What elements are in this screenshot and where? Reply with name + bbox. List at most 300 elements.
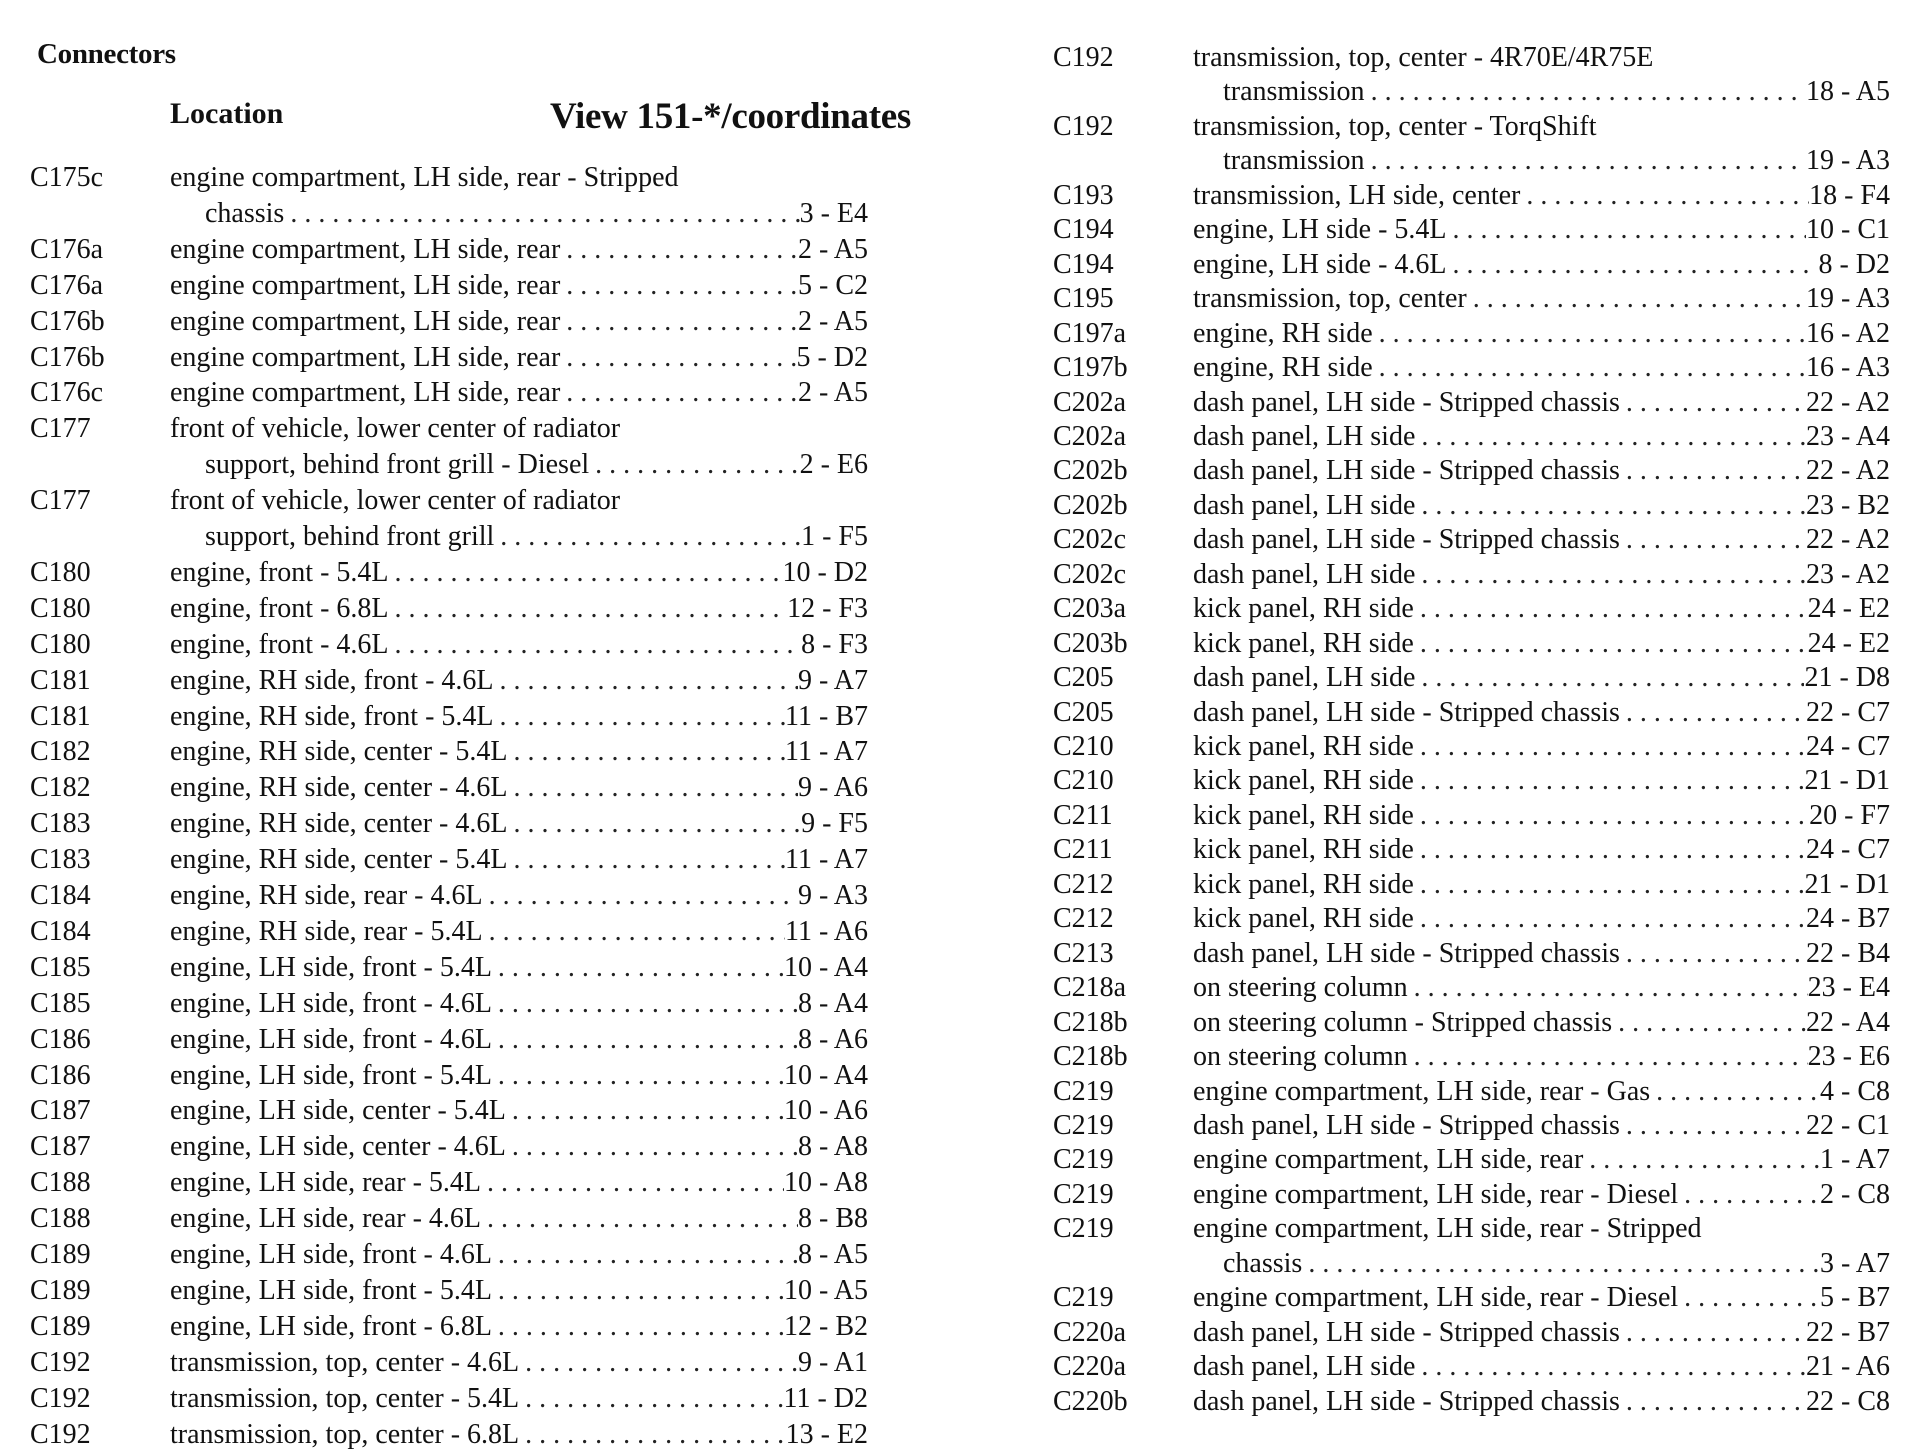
location-text: transmission, top, center - 4R70E/4R75E	[1193, 42, 1654, 73]
connector-entry	[1030, 1315, 1900, 1349]
connector-entry	[0, 1237, 960, 1273]
connector-id: C180	[30, 628, 91, 660]
connector-entry	[1030, 557, 1900, 591]
location-text: kick panel, RH side	[1193, 627, 1414, 659]
dot-leader	[389, 627, 802, 663]
dot-leader	[1365, 74, 1806, 110]
dot-leader	[492, 1058, 784, 1094]
connector-id: C192	[30, 1346, 91, 1378]
connector-id: C177	[30, 413, 91, 445]
connector-id: C185	[30, 987, 91, 1019]
connector-id: C194	[1053, 214, 1114, 246]
connector-id: C212	[1053, 868, 1114, 900]
dot-leader	[1302, 1246, 1820, 1282]
connector-entry	[1030, 763, 1900, 797]
dot-leader	[1620, 1384, 1806, 1420]
connector-id: C192	[30, 1382, 91, 1414]
location-text: engine, LH side, center - 5.4L	[170, 1095, 506, 1127]
dot-leader	[1467, 281, 1806, 317]
location-text: engine, RH side, rear - 4.6L	[170, 880, 483, 911]
connector-entry	[0, 699, 960, 735]
dot-leader	[1447, 247, 1819, 283]
dot-leader	[1650, 1074, 1820, 1110]
connector-id: C220a	[1053, 1351, 1127, 1383]
connector-id: C187	[30, 1131, 91, 1163]
connector-id: C184	[30, 880, 91, 911]
dot-leader	[560, 268, 798, 304]
location-text: dash panel, LH side - Stripped chassis	[1193, 455, 1620, 487]
view-coordinate: 22 - A2	[1806, 524, 1890, 556]
location-text: engine compartment, LH side, rear - Diesel	[1193, 1178, 1679, 1210]
connector-entry	[1030, 109, 1900, 178]
view-coordinate: 22 - A2	[1806, 386, 1890, 418]
connector-entry	[1030, 212, 1900, 246]
location-text: dash panel, LH side - Stripped chassis	[1193, 524, 1620, 556]
connector-entry	[1030, 1005, 1900, 1039]
dot-leader	[560, 232, 798, 268]
connector-id: C203b	[1053, 627, 1128, 659]
view-coordinate: 9 - A1	[798, 1346, 868, 1378]
connector-id: C219	[1053, 1109, 1114, 1141]
dot-leader	[506, 1129, 798, 1165]
location-text: transmission, top, center - 4.6L	[170, 1346, 520, 1378]
view-coordinate: 2 - A5	[798, 377, 868, 409]
location-text: engine, RH side, center - 5.4L	[170, 844, 508, 876]
view-coordinate: 19 - A3	[1806, 283, 1890, 315]
dot-leader	[507, 806, 801, 842]
view-coordinate: 24 - C7	[1806, 731, 1890, 762]
location-text: transmission, top, center - 6.8L	[170, 1418, 520, 1450]
connector-id: C202c	[1053, 558, 1127, 590]
dot-leader	[1414, 763, 1805, 799]
connector-id: C188	[30, 1167, 91, 1199]
connector-entry	[0, 878, 960, 914]
connector-entry	[1030, 798, 1900, 832]
location-text: engine compartment, LH side, rear	[1193, 1144, 1584, 1176]
location-text: engine, LH side, rear - 4.6L	[170, 1203, 481, 1235]
dot-leader	[1415, 419, 1806, 455]
view-coordinate: 23 - B2	[1806, 489, 1890, 521]
connector-id: C181	[30, 664, 91, 696]
location-text: dash panel, LH side - Stripped chassis	[1193, 1109, 1620, 1141]
location-text: dash panel, LH side - Stripped chassis	[1193, 386, 1620, 418]
view-coordinate: 16 - A3	[1806, 352, 1890, 384]
connector-entry	[0, 1165, 960, 1201]
dot-leader	[492, 1022, 798, 1058]
connector-id: C205	[1053, 696, 1114, 728]
location-text: engine, LH side, rear - 5.4L	[170, 1167, 481, 1199]
location-text: dash panel, LH side - Stripped chassis	[1193, 1316, 1620, 1348]
connector-id: C219	[1053, 1282, 1114, 1314]
connector-id: C188	[30, 1203, 91, 1235]
dot-leader	[1678, 1280, 1820, 1316]
dot-leader	[1678, 1177, 1820, 1213]
view-coordinate: 24 - B7	[1806, 903, 1890, 935]
dot-leader	[1415, 488, 1806, 524]
connector-entry	[1030, 350, 1900, 384]
location-text: engine, LH side, center - 4.6L	[170, 1131, 506, 1163]
view-coordinate: 18 - F4	[1809, 179, 1890, 211]
view-coordinate: 8 - D2	[1818, 248, 1890, 280]
dot-leader	[519, 1345, 798, 1381]
connector-id: C189	[30, 1239, 91, 1270]
location-text: engine, LH side, front - 4.6L	[170, 987, 492, 1019]
dot-leader	[481, 1165, 784, 1201]
connector-entry	[0, 1022, 960, 1058]
connector-entry	[0, 1381, 960, 1417]
view-coordinate: 10 - A6	[784, 1095, 868, 1127]
connector-id: C186	[30, 1059, 91, 1091]
connector-id: C180	[30, 556, 91, 588]
connector-entry	[1030, 832, 1900, 866]
view-coordinate: 8 - A6	[798, 1023, 868, 1055]
connector-entry	[0, 1129, 960, 1165]
connector-entry	[0, 1058, 960, 1094]
view-coordinate: 9 - A6	[798, 772, 868, 804]
view-coordinate: 2 - A5	[798, 233, 868, 265]
dot-leader	[519, 1381, 783, 1417]
dot-leader	[1620, 1108, 1806, 1144]
location-text: transmission, top, center - TorqShift	[1193, 110, 1597, 142]
connector-entry	[1030, 453, 1900, 487]
connector-id: C195	[1053, 283, 1114, 315]
view-coordinate: 23 - E4	[1807, 972, 1890, 1004]
dot-leader	[492, 1273, 784, 1309]
connector-id: C176b	[30, 305, 105, 337]
view-coordinate: 23 - A4	[1806, 420, 1890, 452]
connector-entry	[0, 411, 960, 483]
view-coordinate: 21 - A6	[1806, 1351, 1890, 1383]
dot-leader	[494, 663, 799, 699]
dot-leader	[1620, 453, 1806, 489]
location-text: engine, front - 4.6L	[170, 628, 389, 660]
dot-leader	[1408, 970, 1808, 1006]
view-coordinate: 13 - E2	[785, 1418, 868, 1450]
connector-id: C203a	[1053, 593, 1127, 625]
connector-id: C202a	[1053, 386, 1127, 418]
location-text: engine compartment, LH side, rear	[170, 233, 561, 265]
dot-leader	[492, 1237, 798, 1273]
dot-leader	[1415, 660, 1804, 696]
dot-leader	[1373, 350, 1806, 386]
view-coordinate: 24 - E2	[1807, 593, 1890, 625]
location-text: engine, LH side - 5.4L	[1193, 214, 1447, 246]
connector-id: C218a	[1053, 972, 1127, 1004]
location-text: engine compartment, LH side, rear - Diesel	[1193, 1282, 1679, 1314]
location-text: engine, front - 6.8L	[170, 592, 389, 624]
connector-entry	[1030, 695, 1900, 729]
dot-leader	[1620, 1315, 1806, 1351]
location-text: kick panel, RH side	[1193, 731, 1414, 762]
location-text: kick panel, RH side	[1193, 834, 1414, 866]
connector-id: C213	[1053, 937, 1114, 969]
view-coordinates-column-header: View 151-*/coordinates	[550, 96, 911, 137]
location-text: engine, LH side - 4.6L	[1193, 248, 1447, 280]
connector-entry	[0, 806, 960, 842]
connector-id: C218b	[1053, 1006, 1128, 1038]
dot-leader	[389, 591, 788, 627]
location-text: engine compartment, LH side, rear	[170, 341, 561, 373]
dot-leader	[492, 986, 798, 1022]
connector-entry	[0, 160, 960, 232]
dot-leader	[389, 555, 783, 591]
location-text: engine compartment, LH side, rear - Gas	[1193, 1075, 1651, 1107]
section-heading: Connectors	[37, 38, 176, 70]
view-coordinate: 22 - B4	[1806, 937, 1890, 969]
view-coordinate: 8 - A5	[798, 1239, 868, 1270]
connector-id: C194	[1053, 248, 1114, 280]
connector-entry	[1030, 178, 1900, 212]
location-text: kick panel, RH side	[1193, 903, 1414, 935]
connector-entry	[1030, 591, 1900, 625]
connector-entry	[1030, 1074, 1900, 1108]
connector-id: C175c	[30, 162, 104, 193]
dot-leader	[1583, 1142, 1820, 1178]
view-coordinate: 22 - C7	[1806, 696, 1890, 728]
dot-leader	[483, 878, 798, 914]
view-coordinate: 24 - E2	[1807, 627, 1890, 659]
location-text: engine compartment, LH side, rear	[170, 377, 561, 409]
dot-leader	[1520, 178, 1809, 214]
connector-id: C210	[1053, 731, 1114, 762]
location-text: engine, RH side, front - 4.6L	[170, 664, 494, 696]
view-coordinate: 21 - D8	[1804, 662, 1890, 694]
view-coordinate: 3 - A7	[1820, 1247, 1890, 1279]
connector-entry	[0, 770, 960, 806]
connector-id: C176a	[30, 233, 104, 265]
location-text: engine, LH side, front - 5.4L	[170, 1059, 492, 1091]
location-text: engine, RH side	[1193, 352, 1373, 384]
connector-entry	[0, 914, 960, 950]
connector-entry	[0, 483, 960, 555]
connector-id: C192	[30, 1418, 91, 1450]
view-coordinate: 11 - A7	[785, 736, 868, 768]
dot-leader	[507, 734, 785, 770]
connector-entry	[0, 950, 960, 986]
view-coordinate: 11 - B7	[785, 700, 868, 732]
location-text: transmission	[1223, 76, 1365, 108]
view-coordinate: 9 - A7	[798, 664, 868, 696]
dot-leader	[1415, 557, 1806, 593]
connector-entry	[1030, 488, 1900, 522]
connector-id: C181	[30, 700, 91, 732]
dot-leader	[1415, 1349, 1806, 1385]
view-coordinate: 11 - D2	[783, 1382, 868, 1414]
connector-entry	[1030, 40, 1900, 109]
connector-entry	[1030, 936, 1900, 970]
connector-id: C220a	[1053, 1316, 1127, 1348]
dot-leader	[1414, 626, 1808, 662]
dot-leader	[560, 340, 796, 376]
view-coordinate: 23 - A2	[1806, 558, 1890, 590]
connector-entry	[0, 1345, 960, 1381]
view-coordinate: 10 - A4	[784, 1059, 868, 1091]
connector-id: C193	[1053, 179, 1114, 211]
connector-id: C197a	[1053, 317, 1127, 349]
connector-entry	[1030, 281, 1900, 315]
location-text: engine compartment, LH side, rear	[170, 305, 561, 337]
connector-entry	[0, 268, 960, 304]
dot-leader	[560, 375, 798, 411]
location-text: dash panel, LH side	[1193, 558, 1416, 590]
location-text: on steering column	[1193, 1041, 1408, 1073]
location-text: engine, front - 5.4L	[170, 556, 389, 588]
connector-id: C202c	[1053, 524, 1127, 556]
connector-id: C180	[30, 592, 91, 624]
location-text: transmission, top, center	[1193, 283, 1467, 315]
connector-entry	[0, 627, 960, 663]
view-coordinate: 12 - B2	[784, 1310, 868, 1342]
view-coordinate: 5 - C2	[798, 269, 868, 301]
connector-entry	[0, 986, 960, 1022]
location-text: transmission, LH side, center	[1193, 179, 1521, 211]
connector-id: C186	[30, 1023, 91, 1055]
dot-leader	[494, 519, 801, 555]
view-coordinate: 10 - C1	[1806, 214, 1890, 246]
connector-entry	[1030, 1349, 1900, 1383]
dot-leader	[481, 1201, 798, 1237]
location-text: engine, RH side, center - 4.6L	[170, 808, 508, 840]
dot-leader	[1447, 212, 1807, 248]
dot-leader	[284, 196, 799, 232]
view-coordinate: 8 - F3	[801, 628, 868, 660]
dot-leader	[492, 950, 784, 986]
view-coordinate: 16 - A2	[1806, 317, 1890, 349]
location-text: front of vehicle, lower center of radiator	[170, 485, 621, 517]
location-text: dash panel, LH side - Stripped chassis	[1193, 937, 1620, 969]
location-text: dash panel, LH side	[1193, 420, 1416, 452]
connector-id: C176a	[30, 269, 104, 301]
connector-entry	[0, 1093, 960, 1129]
location-text: engine, LH side, front - 6.8L	[170, 1310, 492, 1342]
connector-entry	[1030, 247, 1900, 281]
connector-entry	[0, 663, 960, 699]
connector-entry	[0, 375, 960, 411]
view-coordinate: 21 - D1	[1804, 868, 1890, 900]
connector-entry	[0, 232, 960, 268]
view-coordinate: 5 - B7	[1820, 1282, 1890, 1314]
connector-id: C219	[1053, 1144, 1114, 1176]
dot-leader	[1414, 832, 1806, 868]
location-text: kick panel, RH side	[1193, 799, 1414, 831]
view-coordinate: 8 - A4	[798, 987, 868, 1019]
location-text: engine compartment, LH side, rear - Stripped	[170, 162, 679, 193]
connector-entry	[1030, 901, 1900, 935]
connector-entry	[1030, 316, 1900, 350]
dot-leader	[506, 1093, 784, 1129]
connector-id: C202a	[1053, 420, 1127, 452]
view-coordinate: 22 - C8	[1806, 1385, 1890, 1417]
location-text: front of vehicle, lower center of radiator	[170, 413, 621, 445]
connector-id: C219	[1053, 1075, 1114, 1107]
location-column-header: Location	[170, 97, 284, 130]
view-coordinate: 23 - E6	[1807, 1041, 1890, 1073]
view-coordinate: 8 - A8	[798, 1131, 868, 1163]
location-text: on steering column	[1193, 972, 1408, 1004]
dot-leader	[1620, 522, 1806, 558]
dot-leader	[483, 914, 785, 950]
view-coordinate: 11 - A7	[785, 844, 868, 876]
connector-entry	[0, 591, 960, 627]
view-coordinate: 19 - A3	[1806, 145, 1890, 177]
connector-entry	[0, 340, 960, 376]
view-coordinate: 1 - F5	[801, 520, 868, 552]
connector-entry	[1030, 1108, 1900, 1142]
view-coordinate: 24 - C7	[1806, 834, 1890, 866]
connector-entry	[0, 734, 960, 770]
view-coordinate: 2 - C8	[1820, 1178, 1890, 1210]
view-coordinate: 2 - E6	[799, 449, 868, 481]
connector-entry	[0, 1273, 960, 1309]
dot-leader	[1620, 385, 1806, 421]
location-text: engine compartment, LH side, rear - Stripped	[1193, 1213, 1702, 1245]
connector-id: C176c	[30, 377, 104, 409]
connector-entry	[1030, 385, 1900, 419]
connector-entry	[1030, 1384, 1900, 1418]
location-text: chassis	[1223, 1247, 1303, 1279]
view-coordinate: 2 - A5	[798, 305, 868, 337]
connector-entry	[0, 842, 960, 878]
location-text: engine, LH side, front - 5.4L	[170, 1274, 492, 1306]
view-coordinate: 8 - B8	[798, 1203, 868, 1235]
connector-entry	[1030, 729, 1900, 763]
connector-id: C182	[30, 772, 91, 804]
connector-id: C189	[30, 1310, 91, 1342]
location-text: engine, LH side, front - 4.6L	[170, 1239, 492, 1270]
view-coordinate: 9 - F5	[801, 808, 868, 840]
location-text: engine, RH side, front - 5.4L	[170, 700, 494, 732]
connector-entry	[1030, 867, 1900, 901]
dot-leader	[492, 1309, 784, 1345]
connector-id: C211	[1053, 834, 1113, 866]
view-coordinate: 9 - A3	[798, 880, 868, 911]
dot-leader	[1414, 867, 1805, 903]
connector-id: C202b	[1053, 455, 1128, 487]
view-coordinate: 20 - F7	[1809, 799, 1890, 831]
connector-id: C184	[30, 915, 91, 947]
view-coordinate: 10 - D2	[782, 556, 868, 588]
view-coordinate: 22 - A4	[1806, 1006, 1890, 1038]
view-coordinate: 10 - A4	[784, 951, 868, 983]
connector-id: C192	[1053, 110, 1114, 142]
connector-entry	[1030, 1039, 1900, 1073]
connector-entry	[0, 555, 960, 591]
location-text: kick panel, RH side	[1193, 868, 1414, 900]
view-coordinate: 5 - D2	[796, 341, 868, 373]
connector-id: C192	[1053, 42, 1114, 73]
connector-id: C176b	[30, 341, 105, 373]
connector-id: C202b	[1053, 489, 1128, 521]
dot-leader	[1408, 1039, 1808, 1075]
dot-leader	[519, 1417, 785, 1453]
location-text: on steering column - Stripped chassis	[1193, 1006, 1613, 1038]
connector-entry	[1030, 1177, 1900, 1211]
connector-entry	[1030, 626, 1900, 660]
view-coordinate: 22 - B7	[1806, 1316, 1890, 1348]
view-coordinate: 12 - F3	[787, 592, 868, 624]
view-coordinate: 10 - A5	[784, 1274, 868, 1306]
connector-entry	[1030, 1280, 1900, 1314]
connector-id: C183	[30, 844, 91, 876]
dot-leader	[1620, 936, 1806, 972]
connector-id: C197b	[1053, 352, 1128, 384]
dot-leader	[1373, 316, 1806, 352]
location-text: kick panel, RH side	[1193, 765, 1414, 797]
location-text: dash panel, LH side	[1193, 489, 1416, 521]
dot-leader	[1365, 143, 1806, 179]
connector-id: C182	[30, 736, 91, 768]
connector-id: C187	[30, 1095, 91, 1127]
